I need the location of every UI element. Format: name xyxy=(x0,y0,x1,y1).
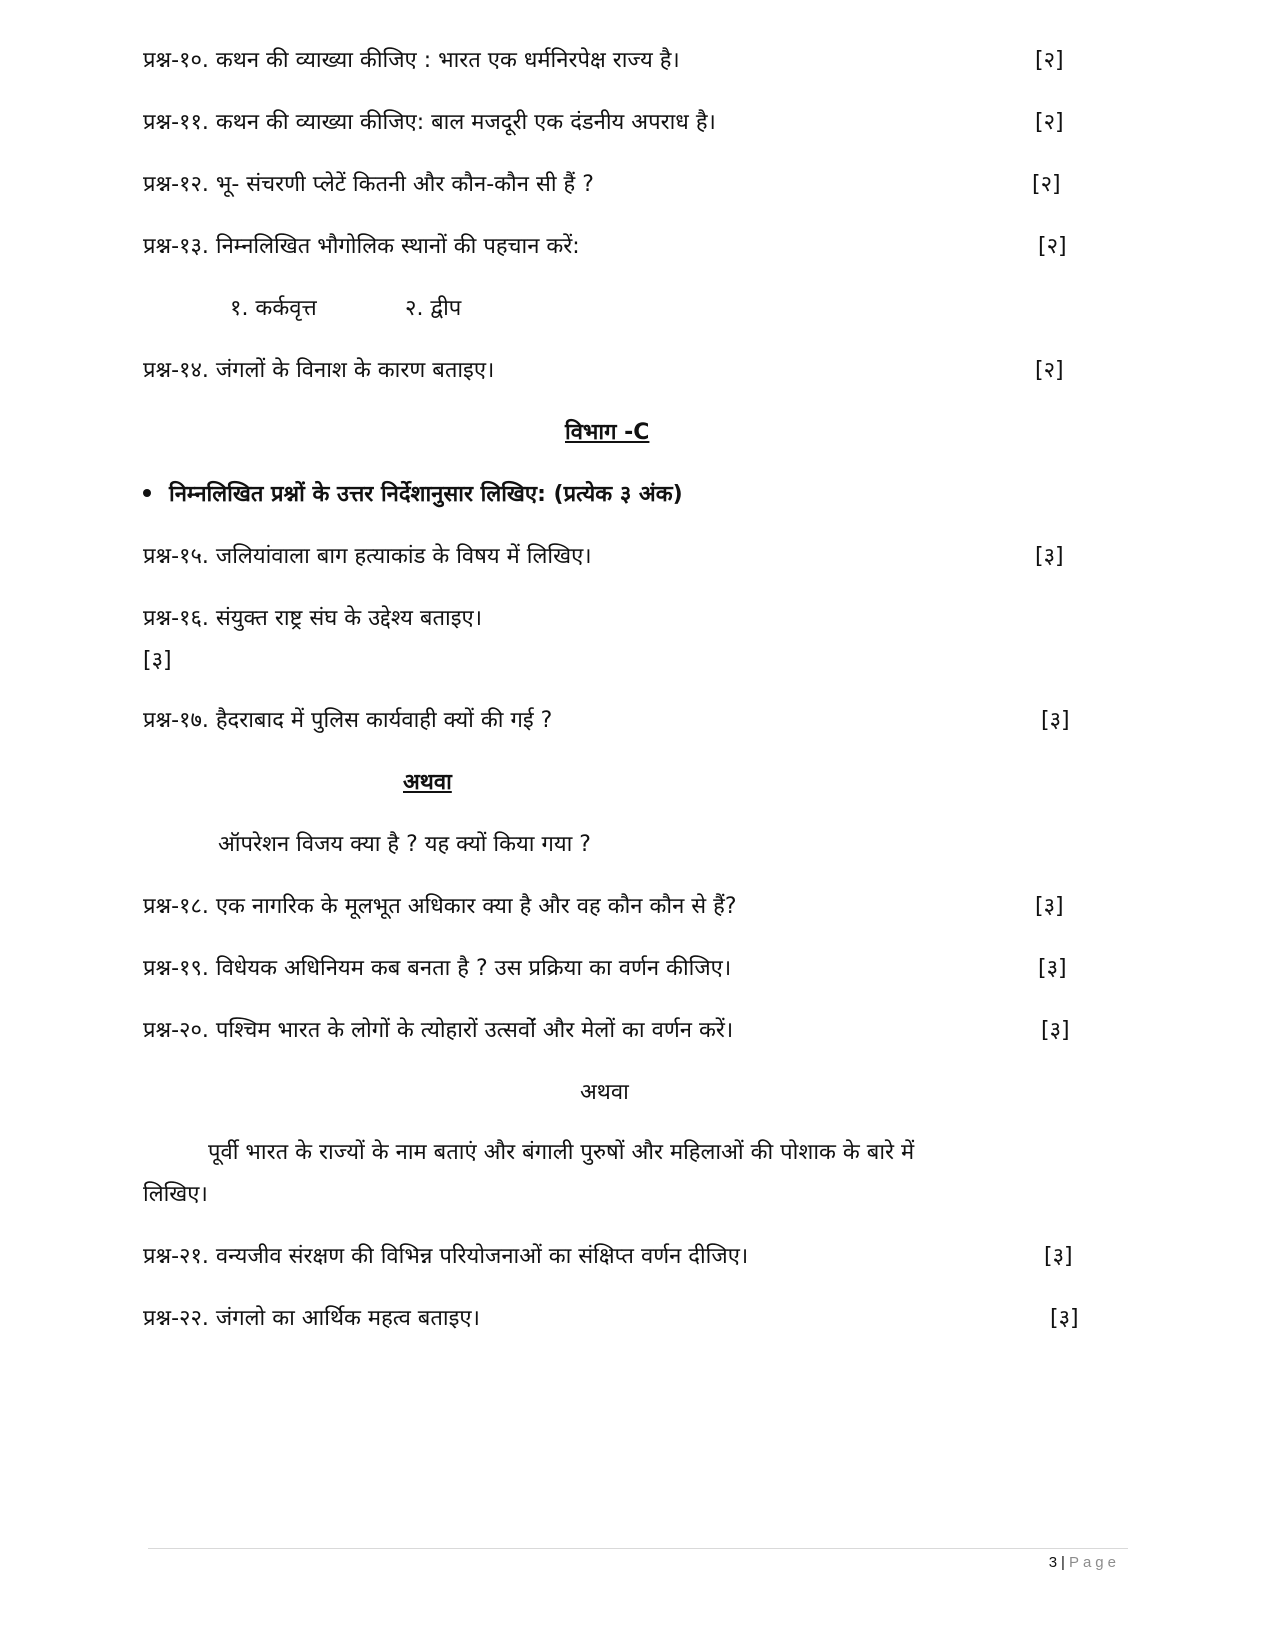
footer-divider xyxy=(148,1548,1128,1549)
question-13-marks: [२] xyxy=(1038,234,1067,259)
question-20: प्रश्न-२०. पश्चिम भारत के लोगों के त्योहारों उत्सवोंं और मेलों का वर्णन करें। xyxy=(143,1018,734,1043)
section-c-heading: विभाग -C xyxy=(565,420,650,445)
page-number: 3 xyxy=(1048,1554,1058,1571)
question-20-marks: [३] xyxy=(1041,1018,1070,1043)
question-19: प्रश्न-१९. विधेयक अधिनियम कब बनता है ? उस प्रक्रिया का वर्णन कीजिए। xyxy=(143,956,732,981)
question-20-alternative-line-2: लिखिए। xyxy=(143,1182,208,1207)
question-21-marks: [३] xyxy=(1044,1244,1073,1269)
page-label: Page xyxy=(1068,1554,1120,1571)
section-c-instruction xyxy=(143,480,683,510)
question-10: प्रश्न-१०. कथन की व्याख्या कीजिए : भारत एक धर्मनिरपेक्ष राज्य है। xyxy=(143,48,680,73)
question-13-item-1: १. कर्कवृत्त xyxy=(230,296,317,321)
question-17: प्रश्न-१७. हैदराबाद में पुलिस कार्यवाही क्यों की गई ? xyxy=(143,708,553,733)
question-20-alternative-line-1: पूर्वी भारत के राज्यों के नाम बताएं और बंगाली पुरुषों और महिलाओं की पोशाक के बारे में xyxy=(208,1140,915,1165)
question-16-marks: [३] xyxy=(143,648,172,673)
question-16: प्रश्न-१६. संयुक्त राष्ट्र संघ के उद्देश्य बताइए। xyxy=(143,606,483,631)
question-12: प्रश्न-१२. भू- संचरणी प्लेटें कितनी और कौन-कौन सी हैं ? xyxy=(143,172,594,197)
question-13: प्रश्न-१३. निम्नलिखित भौगोलिक स्थानों की पहचान करें: xyxy=(143,234,580,259)
question-15: प्रश्न-१५. जलियांवाला बाग हत्याकांड के विषय में लिखिए। xyxy=(143,544,592,569)
question-22: प्रश्न-२२. जंगलो का आर्थिक महत्व बताइए। xyxy=(143,1306,480,1331)
question-17-marks: [३] xyxy=(1041,708,1070,733)
question-18-marks: [३] xyxy=(1035,894,1064,919)
question-18: प्रश्न-१८. एक नागरिक के मूलभूत अधिकार क्या है और वह कौन कौन से हैं? xyxy=(143,894,737,919)
instruction-text: निम्नलिखित प्रश्नों के उत्तर निर्देशानुसार लिखिए: (प्रत्येक ३ अंक) xyxy=(169,482,683,507)
question-10-marks: [२] xyxy=(1035,48,1064,73)
question-12-marks: [२] xyxy=(1032,172,1061,197)
question-13-item-2: २. द्वीप xyxy=(405,296,462,321)
question-17-or-heading: अथवा xyxy=(403,770,452,795)
bullet-icon xyxy=(143,489,151,497)
footer-separator: | xyxy=(1061,1554,1065,1571)
question-19-marks: [३] xyxy=(1038,956,1067,981)
question-17-alternative: ऑपरेशन विजय क्या है ? यह क्यों किया गया ? xyxy=(218,832,591,857)
question-11: प्रश्न-११. कथन की व्याख्या कीजिए: बाल मजदूरी एक दंडनीय अपराध है। xyxy=(143,110,716,135)
question-11-marks: [२] xyxy=(1035,110,1064,135)
question-14-marks: [२] xyxy=(1035,358,1064,383)
question-15-marks: [३] xyxy=(1035,544,1064,569)
question-21: प्रश्न-२१. वन्यजीव संरक्षण की विभिन्न परियोजनाओं का संक्षिप्त वर्णन दीजिए। xyxy=(143,1244,749,1269)
question-14: प्रश्न-१४. जंगलों के विनाश के कारण बताइए। xyxy=(143,358,495,383)
question-20-or-label: अथवा xyxy=(580,1080,629,1105)
question-22-marks: [३] xyxy=(1050,1306,1079,1331)
page-footer xyxy=(1049,1553,1120,1573)
